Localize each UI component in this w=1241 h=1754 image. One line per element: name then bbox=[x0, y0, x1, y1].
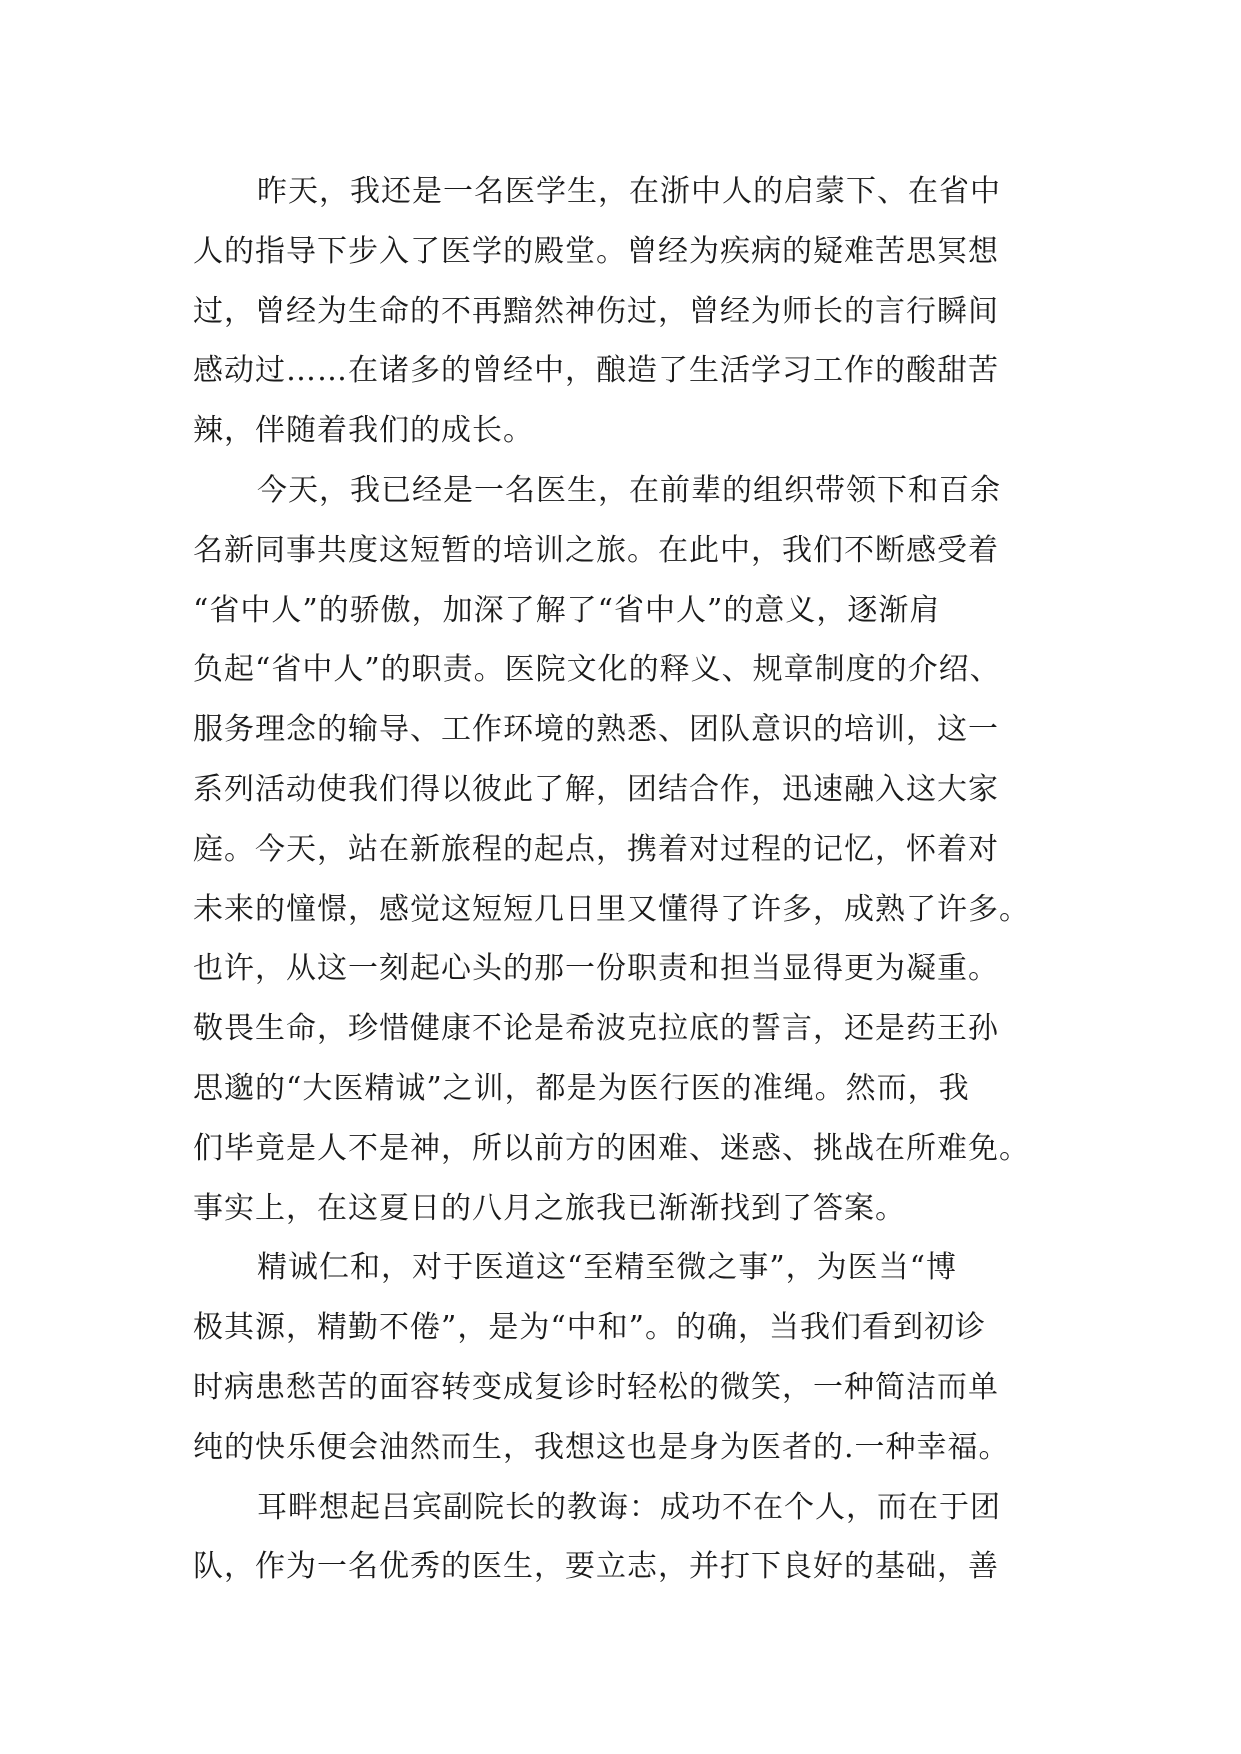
text-line: 队，作为一名优秀的医生，要立志，并打下良好的基础，善 bbox=[193, 1549, 999, 1585]
text-line: 未来的憧憬，感觉这短短几日里又懂得了许多，成熟了许多。 bbox=[193, 891, 1030, 927]
body-text bbox=[193, 162, 1073, 1597]
text-line: 事实上，在这夏日的八月之旅我已渐渐找到了答案。 bbox=[193, 1190, 906, 1226]
text-line: 人的指导下步入了医学的殿堂。曾经为疾病的疑难苦思冥想 bbox=[193, 233, 999, 269]
paragraph-first-line: 今天，我已经是一名医生，在前辈的组织带领下和百余 bbox=[257, 472, 1001, 508]
text-line: 辣，伴随着我们的成长。 bbox=[193, 413, 534, 449]
text-line: “省中人”的骄傲，加深了解了“省中人”的意义，逐渐肩 bbox=[193, 592, 941, 628]
paragraph-first-line: 昨天，我还是一名医学生，在浙中人的启蒙下、在省中 bbox=[257, 174, 1001, 209]
text-line: 过，曾经为生命的不再黯然神伤过，曾经为师长的言行瞬间 bbox=[193, 293, 999, 329]
text-line: 极其源，精勤不倦”，是为“中和”。的确，当我们看到初诊 bbox=[193, 1310, 987, 1346]
text-line: 庭。今天，站在新旅程的起点，携着对过程的记忆，怀着对 bbox=[193, 831, 999, 867]
text-line: 感动过……在诸多的曾经中，酿造了生活学习工作的酸甜苦 bbox=[193, 353, 999, 389]
text-line: 系列活动使我们得以彼此了解，团结合作，迅速融入这大家 bbox=[193, 771, 999, 807]
text-line: 时病患愁苦的面容转变成复诊时轻松的微笑，一种简洁而单 bbox=[193, 1369, 999, 1405]
text-line: 服务理念的输导、工作环境的熟悉、团队意识的培训，这一 bbox=[193, 712, 999, 748]
text-line: 名新同事共度这短暂的培训之旅。在此中，我们不断感受着 bbox=[193, 532, 999, 568]
text-line: 敬畏生命，珍惜健康不论是希波克拉底的誓言，还是药王孙 bbox=[193, 1011, 999, 1047]
paragraph-first-line: 精诚仁和，对于医道这“至精至微之事”，为医当“博 bbox=[257, 1250, 958, 1286]
text-line: 们毕竟是人不是神，所以前方的困难、迷惑、挑战在所难免。 bbox=[193, 1130, 1030, 1166]
paragraph-first-line: 耳畔想起吕宾副院长的教诲：成功不在个人，而在于团 bbox=[257, 1489, 1001, 1525]
text-line: 也许，从这一刻起心头的那一份职责和担当显得更为凝重。 bbox=[193, 951, 999, 987]
text-line: 负起“省中人”的职责。医院文化的释义、规章制度的介绍、 bbox=[193, 652, 1001, 688]
text-line: 思邈的“大医精诚”之训，都是为医行医的准绳。然而，我 bbox=[193, 1070, 970, 1106]
text-line: 纯的快乐便会油然而生，我想这也是身为医者的.一种幸福。 bbox=[193, 1429, 1010, 1465]
